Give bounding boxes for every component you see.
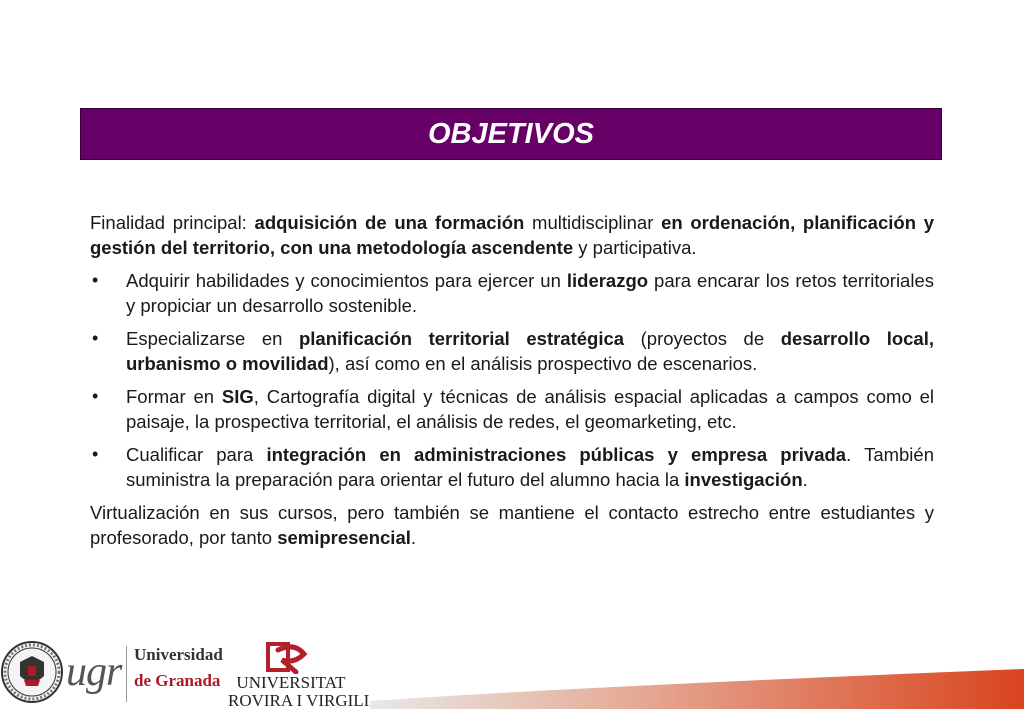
objective-text <box>126 328 934 374</box>
decorative-band <box>370 666 1024 709</box>
text-run: Formar en <box>126 386 222 407</box>
bullet-icon: • <box>92 386 99 406</box>
bullet-icon: • <box>92 328 99 348</box>
bullet-icon: • <box>92 444 99 464</box>
ugr-name-line1: Universidad <box>134 645 223 664</box>
text-run: multidisciplinar <box>524 212 662 233</box>
bold-text: planificación territorial estratégica <box>298 328 625 349</box>
ugr-wordmark: ugr <box>66 649 122 695</box>
text-run: . También suministra la preparación para orientar el futuro del alumno hacia la <box>126 444 934 490</box>
urv-name-line1: UNIVERSITAT <box>236 673 346 692</box>
ugr-name <box>134 642 223 694</box>
content-body <box>90 210 934 558</box>
text-run: para encarar los retos territoriales y propiciar un desarrollo sostenible. <box>126 270 934 316</box>
text-run: Finalidad principal: <box>90 212 255 233</box>
text-run: . <box>410 527 417 548</box>
bold-text: desarrollo local, urbanismo o movilidad <box>126 328 934 374</box>
logo-divider <box>126 646 127 702</box>
closing-paragraph <box>90 500 934 550</box>
text-run: . <box>802 469 808 490</box>
page-title: OBJETIVOS <box>428 117 594 150</box>
objectives-list <box>90 268 934 492</box>
university-seal-icon <box>0 640 64 704</box>
title-bar <box>80 108 942 160</box>
objective-item <box>90 442 934 492</box>
bold-text: integración en administraciones públicas y empresa privada <box>266 444 847 465</box>
objective-item <box>90 326 934 376</box>
text-run: Virtualización en sus cursos, pero también se mantiene el contacto estrecho entre estudiantes y profesorado, por tanto <box>90 502 934 548</box>
urv-logo-icon <box>264 640 312 674</box>
objective-text <box>126 270 934 316</box>
objective-text <box>126 386 934 432</box>
bullet-icon: • <box>92 270 99 290</box>
urv-name <box>228 673 370 710</box>
urv-name-line2: ROVIRA I VIRGILI <box>228 691 370 710</box>
urv-logo <box>228 636 370 710</box>
text-run: ), así como en el análisis prospectivo de escenarios. <box>328 353 758 374</box>
text-run: Cualificar para <box>126 444 267 465</box>
bold-text: investigación <box>684 469 803 490</box>
intro-paragraph <box>90 210 934 260</box>
objective-item <box>90 384 934 434</box>
text-run: (proyectos de <box>624 328 781 349</box>
footer-logos <box>0 636 1024 709</box>
bold-text: en ordenación, planificación y gestión del territorio, con una metodología ascendente <box>90 212 934 258</box>
text-run: , Cartografía digital y técnicas de análisis espacial aplicadas a campos como el paisaje, la prospectiva territorial, el análisis de redes, el geomarketing, etc. <box>126 386 934 432</box>
bold-text: semipresencial <box>277 527 411 548</box>
text-run: y participativa. <box>573 237 697 258</box>
bold-text: adquisición de una formación <box>254 212 525 233</box>
objective-item <box>90 268 934 318</box>
text-run: Adquirir habilidades y conocimientos para ejercer un <box>126 270 567 291</box>
objective-text <box>126 444 934 490</box>
bold-text: SIG <box>221 386 254 407</box>
ugr-name-line2: de Granada <box>134 671 221 690</box>
bold-text: liderazgo <box>566 270 649 291</box>
text-run: Especializarse en <box>126 328 299 349</box>
